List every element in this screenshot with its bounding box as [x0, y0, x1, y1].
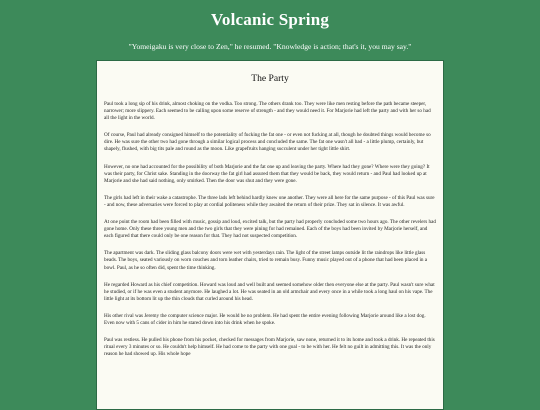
site-title[interactable]: Volcanic Spring [210, 10, 330, 29]
post-paragraph: Paul took a long sip of his drink, almost choking on the vodka. Too strong. The others drank too. They were like men resting before the path became steeper, narrower; more slippery. Each seemed to be calling upon some reserve of strength - and they would need it. For Marjorie had left the party and with her so had all the light in the world. [104, 101, 431, 122]
post-title[interactable]: The Party [251, 73, 289, 84]
post-paragraph: The apartment was dark. The sliding glass balcony doors were wet with yesterdays rain. The light of the street lamps outside lit the raindrops like little glass beads. The boys, seated variously on worn couches and torn leather chairs, tried to remain busy. Funny music played out of a phone that had been placed in a bowl. Paul, as he so often did, spent the time thinking. [104, 250, 428, 271]
post-body [97, 101, 443, 358]
post-paragraph: Of course, Paul had already consigned himself to the potentiality of fucking the fat one - or even not fucking at all, though he doubted things would become so dire. He was sure the other two had gone through a similar logical process and concluded the same. The fat one wasn't all bad - a little plump, certainly, but shapely, flushed, with big tits pale and round as the moon. Like grapefruits hanging succulent under her tight little shirt. [104, 132, 431, 153]
post-paragraph: At one point the room had been filled with music, gossip and loud, excited talk, but the party had properly concluded some two hours ago. The other revelers had gone home. Only these three young men and the two girls that they were pining for had remained. Each of the boys had been invited by Marjorie herself, and each figured that there could only be one reason for that. They had not suspected competition. [104, 219, 436, 240]
post-paragraph: However, no one had accounted for the possibility of both Marjorie and the fat one up and leaving the party. Where had they gone? Where were they going? It was their party, for Christ sake. Standing in the doorway the fat girl had assured them that they would be back, they would return - and Paul had looked up at Marjorie and she had said nothing, only smirked. Then the door was shut and they were gone. [104, 163, 430, 184]
post-paragraph: Paul was restless. He pulled his phone from his pocket, checked for messages from Marjorie, saw none, returned it to its home and took a drink. He repeated this ritual every 3 minutes or so. He couldn't help himself. He had come to the party with one goal - to be with her. He felt no guilt in admitting this. It was the only reason he had showed up. His whole hope [104, 337, 435, 358]
post-paragraph: His other rival was Jeremy the computer science major. He would be no problem. He had spent the entire evening following Marjorie around like a lost dog. Even now with 5 cans of cider in him he stared down into his drink when he spoke. [104, 312, 426, 326]
post-paragraph: He regarded Howard as his chief competition. Howard was loud and well built and seemed somehow older then everyone else at the party. Paul wasn't sure what he studied, or if he was even a student anymore. He laughed a lot. He was seated in an old armchair and every once in a while took a long haul on his vape. The little light at its bottom lit up the thin clouds that curled around his head. [104, 281, 435, 302]
site-tagline: "Yomeigaku is very close to Zen," he resumed. "Knowledge is action; that's it, you may say." [128, 42, 412, 51]
post-paragraph: The girls had left in their wake a catastrophe. The three lads left behind hardly knew one another. They were all here for the same purpose - of this Paul was sure - and now, these adversaries were forced to play at cordial politeness while they awaited the return of their prize. They sat in silence. It was awful. [104, 194, 435, 208]
post-container [96, 60, 444, 410]
